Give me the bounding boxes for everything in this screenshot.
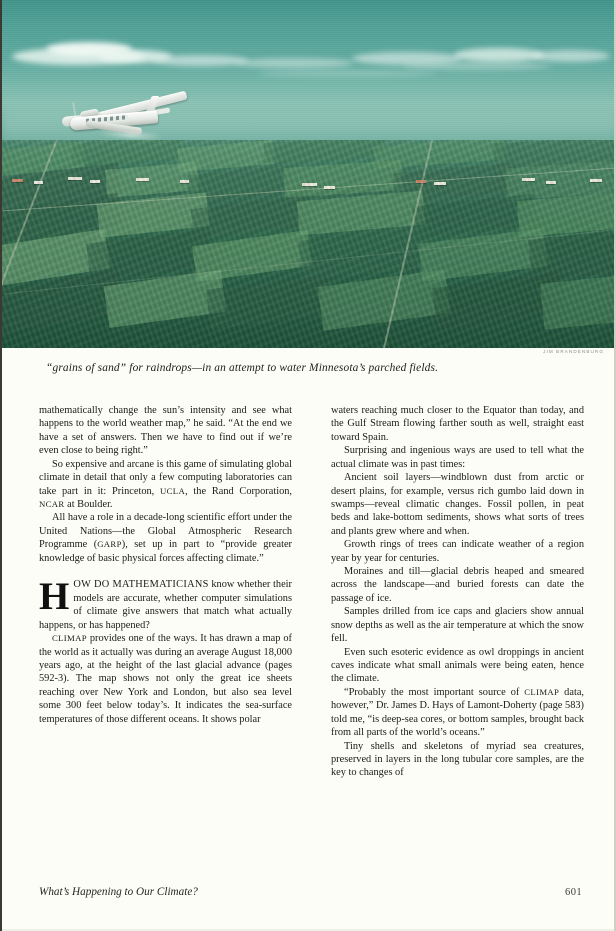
paragraph-text: Surprising and ingenious ways are used to tell what the actual climate was in past times:	[331, 445, 584, 470]
smallcaps-climap: CLIMAP	[524, 686, 560, 697]
paragraph-text: Moraines and till—glacial debris heaped and smeared across the landscape—and buried forests can date the passage of ice.	[331, 566, 584, 604]
paragraph	[331, 444, 584, 471]
paragraph-text: provides one of the ways. It has drawn a map of the world as it actually was during an average August 18,000 years ago, at the height of the last glacial advance (pages 592-3). The map shows not only the great ice sheets reaching over New York and London, but also sea level some 300 feet below today’s. It indicates the sea-surface temperatures of those different oceans. It shows polar	[39, 633, 292, 725]
photo-credit: JIM BRANDENBURG	[543, 349, 604, 354]
farmland-region	[2, 140, 616, 348]
paragraph	[331, 740, 584, 780]
paragraph-spacer	[39, 565, 292, 578]
paragraph-text: mathematically change the sun’s intensity and see what happens to the world weather map,” he said. “At the end we have a set of answers. Then we have to find out if we’re even close to being right.”	[39, 405, 292, 457]
smallcaps-garp: GARP	[97, 539, 122, 550]
right-text-column	[331, 404, 584, 866]
paragraph-text: Samples drilled from ice caps and glaciers show annual snow depths as well as the air temperature at which the snow fell.	[331, 606, 584, 645]
smallcaps-ucla: UCLA	[160, 485, 186, 496]
paragraph	[331, 471, 584, 538]
paragraph-text: waters reaching much closer to the Equator than today, and the Gulf Stream flowing farther south as well, straight east toward Spain.	[331, 405, 584, 443]
cloud-shape	[402, 62, 552, 70]
paragraph	[331, 538, 584, 565]
aerial-photograph	[2, 0, 616, 348]
article-body	[39, 404, 584, 866]
cloud-shape	[152, 55, 248, 66]
paragraph	[331, 605, 584, 645]
seeding-spray-trail	[100, 130, 162, 140]
cloud-shape	[454, 48, 544, 62]
cloud-shape	[234, 58, 354, 68]
page-number: 601	[565, 887, 582, 898]
photo-caption: “grains of sand” for raindrops—in an attempt to water Minnesota’s parched fields.	[46, 362, 439, 374]
paragraph-text: Tiny shells and skeletons of myriad sea creatures, preserved in layers in the long tubular core samples, are the key to changes of	[331, 740, 584, 779]
paragraph	[331, 646, 584, 686]
paragraph-text: Ancient soil layers—windblown dust from arctic or desert plains, for example, versus rich gumbo laid down in swamps—reveal climatic changes. Fossil pollen, in peat beds and lake-bottom sediments, shows what sorts of trees and plants grew where and when.	[331, 472, 584, 537]
page-footer	[39, 886, 582, 898]
photo-grain-overlay	[2, 140, 616, 348]
paragraph-text: All have a role in a decade-long scientific effort under the United Nations—the Global Atmospheric Research Programme (	[39, 512, 292, 551]
paragraph-continuation	[331, 404, 584, 444]
paragraph-text: know whether their models are accurate, whether computer simulations of climate give answers that match what actually happens, or has happened?	[39, 579, 292, 631]
cloud-shape	[532, 50, 610, 62]
left-text-column	[39, 404, 292, 866]
dropcap-paragraph	[39, 575, 292, 632]
drop-cap-letter: H	[39, 575, 70, 619]
paragraph-text: Growth rings of trees can indicate weather of a region year by year for centuries.	[331, 539, 584, 564]
paragraph	[331, 686, 584, 740]
paragraph-text: ), set up in part to “provide greater knowledge of basic physical forces affecting climate.”	[39, 539, 292, 564]
cloud-seeding-airplane-icon	[40, 88, 200, 146]
paragraph-continuation	[39, 404, 292, 458]
paragraph-text: Even such esoteric evidence as owl droppings in ancient caves indicate what small animals were being eaten, hence the climate.	[331, 646, 584, 685]
cloud-shape	[257, 70, 437, 77]
paragraph	[39, 511, 292, 565]
smallcaps-ncar: NCAR	[39, 498, 65, 509]
paragraph-text: “Probably the most important source of	[344, 686, 525, 698]
paragraph-text: at Boulder.	[64, 498, 113, 510]
paragraph	[331, 565, 584, 605]
paragraph	[39, 632, 292, 726]
paragraph-text: So expensive and arcane is this game of simulating global climate in detail that only a few computing laboratories can take part in it: Princeton,	[39, 458, 292, 497]
running-head-title: What’s Happening to Our Climate?	[39, 886, 198, 898]
paragraph	[39, 458, 292, 512]
paragraph-text: , the Rand Corporation,	[185, 485, 292, 497]
lead-caps-text: OW DO MATHEMATICIANS	[73, 579, 209, 591]
smallcaps-climap: CLIMAP	[52, 633, 87, 644]
paragraph-text: data, however,” Dr. James D. Hays of Lamont-Doherty (page 583) told me, “is deep-sea cores, or bottom samples, brought back from all parts of the world’s oceans.”	[331, 686, 584, 739]
